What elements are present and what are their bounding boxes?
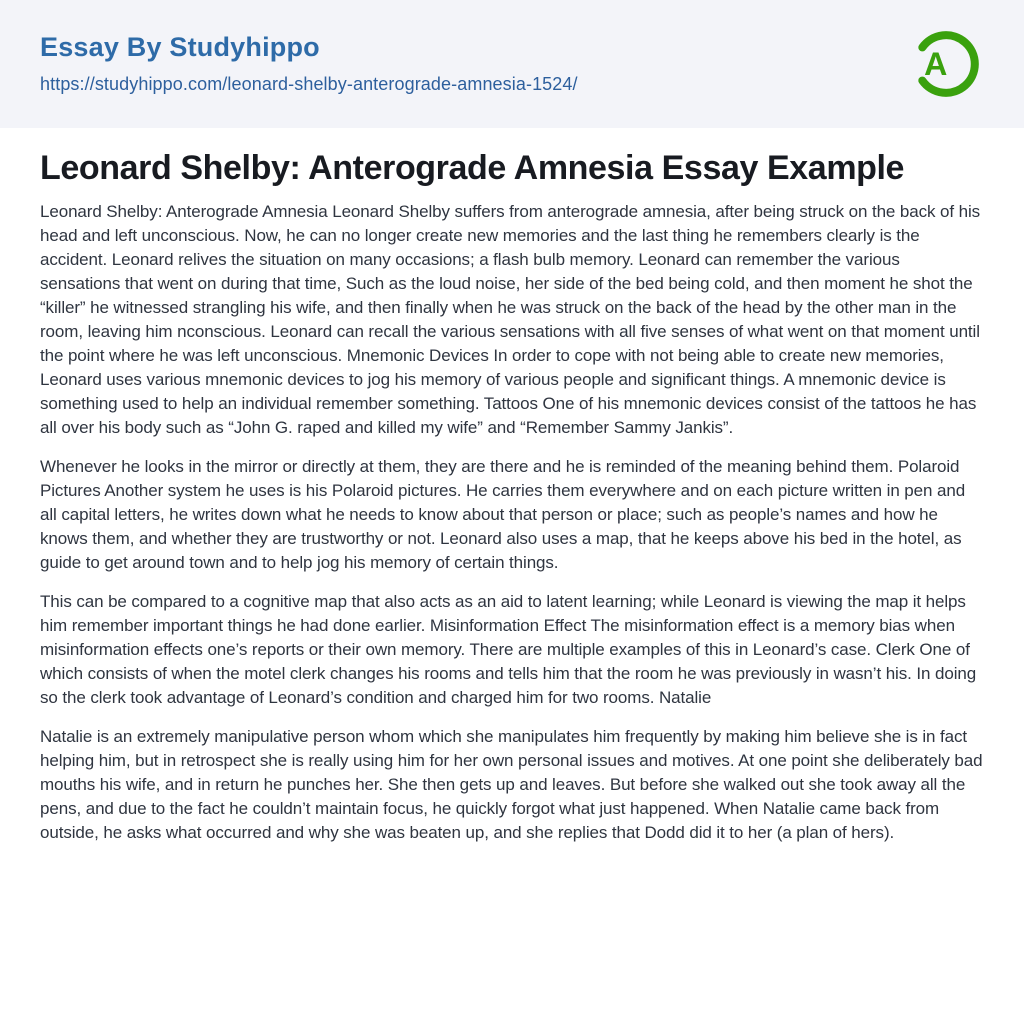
essay-paragraph-4: Natalie is an extremely manipulative person whom which she manipulates him frequently by making him believe she is in fact helping him, but in retrospect she is really using him for her own personal issues and motives. At one point she deliberately bad mouths his wife, and in return he punches her. She then gets up and leaves. But before she walked out she took away all the pens, and due to the fact he couldn’t maintain focus, he quickly forgot what just happened. When Natalie came back from outside, he asks what occurred and why she was beaten up, and she replies that Dodd did it to her (a plan of hers). <box>40 727 983 842</box>
essay-paragraph-1: Leonard Shelby: Anterograde Amnesia Leonard Shelby suffers from anterograde amnesia, after being struck on the back of his head and left unconscious. Now, he can no longer create new memories and the last thing he remembers clearly is the accident. Leonard relives the situation on many occasions; a flash bulb memory. Leonard can remember the various sensations that went on during that time, Such as the loud noise, her side of the bed being cold, and then moment he shot the “killer” he witnessed strangling his wife, and then finally when he was struck on the back of the head by the other man in the room, leaving him nconscious. Leonard can recall the various sensations with all five senses of what went on that moment until the point where he was left unconscious. Mnemonic Devices In order to cope with not being able to create new memories, Leonard uses various mnemonic devices to jog his memory of various people and significant things. A mnemonic device is something used to help an individual remember something. Tattoos One of his mnemonic devices consist of the tattoos he has all over his body such as “John G. raped and killed my wife” and “Remember Sammy Jankis”. <box>40 202 981 437</box>
essay-paragraph-2: Whenever he looks in the mirror or directly at them, they are there and he is reminded of the meaning behind them. Polaroid Pictures Another system he uses is his Polaroid pictures. He carries them everywhere and on each picture written in pen and all capital letters, he writes down what he needs to know about that person or place; such as people’s names and how he knows them, and whether they are trustworthy or not. Leonard also uses a map, that he keeps above his bed in the hotel, as guide to get around town and to help jog his memory of certain things. <box>40 457 966 572</box>
site-header <box>0 0 1024 128</box>
page-url-link[interactable]: https://studyhippo.com/leonard-shelby-anterograde-amnesia-1524/ <box>40 73 578 94</box>
page-title: Leonard Shelby: Anterograde Amnesia Essay Example <box>40 149 905 187</box>
logo-letter: A <box>924 45 948 82</box>
header-text <box>40 33 578 95</box>
logo-arc-icon <box>908 16 984 112</box>
studyhippo-logo[interactable] <box>908 16 984 112</box>
site-title: Essay By Studyhippo <box>40 32 320 63</box>
essay-article <box>0 128 1024 845</box>
essay-paragraph-3: This can be compared to a cognitive map that also acts as an aid to latent learning; while Leonard is viewing the map it helps him remember important things he had done earlier. Misinformation Effect The misinformation effect is a memory bias when misinformation effects one’s reports or their own memory. There are multiple examples of this in Leonard’s case. Clerk One of which consists of when the motel clerk changes his rooms and tells him that the room he was previously in wasn’t his. In doing so the clerk took advantage of Leonard’s condition and charged him for two rooms. Natalie <box>40 592 977 707</box>
